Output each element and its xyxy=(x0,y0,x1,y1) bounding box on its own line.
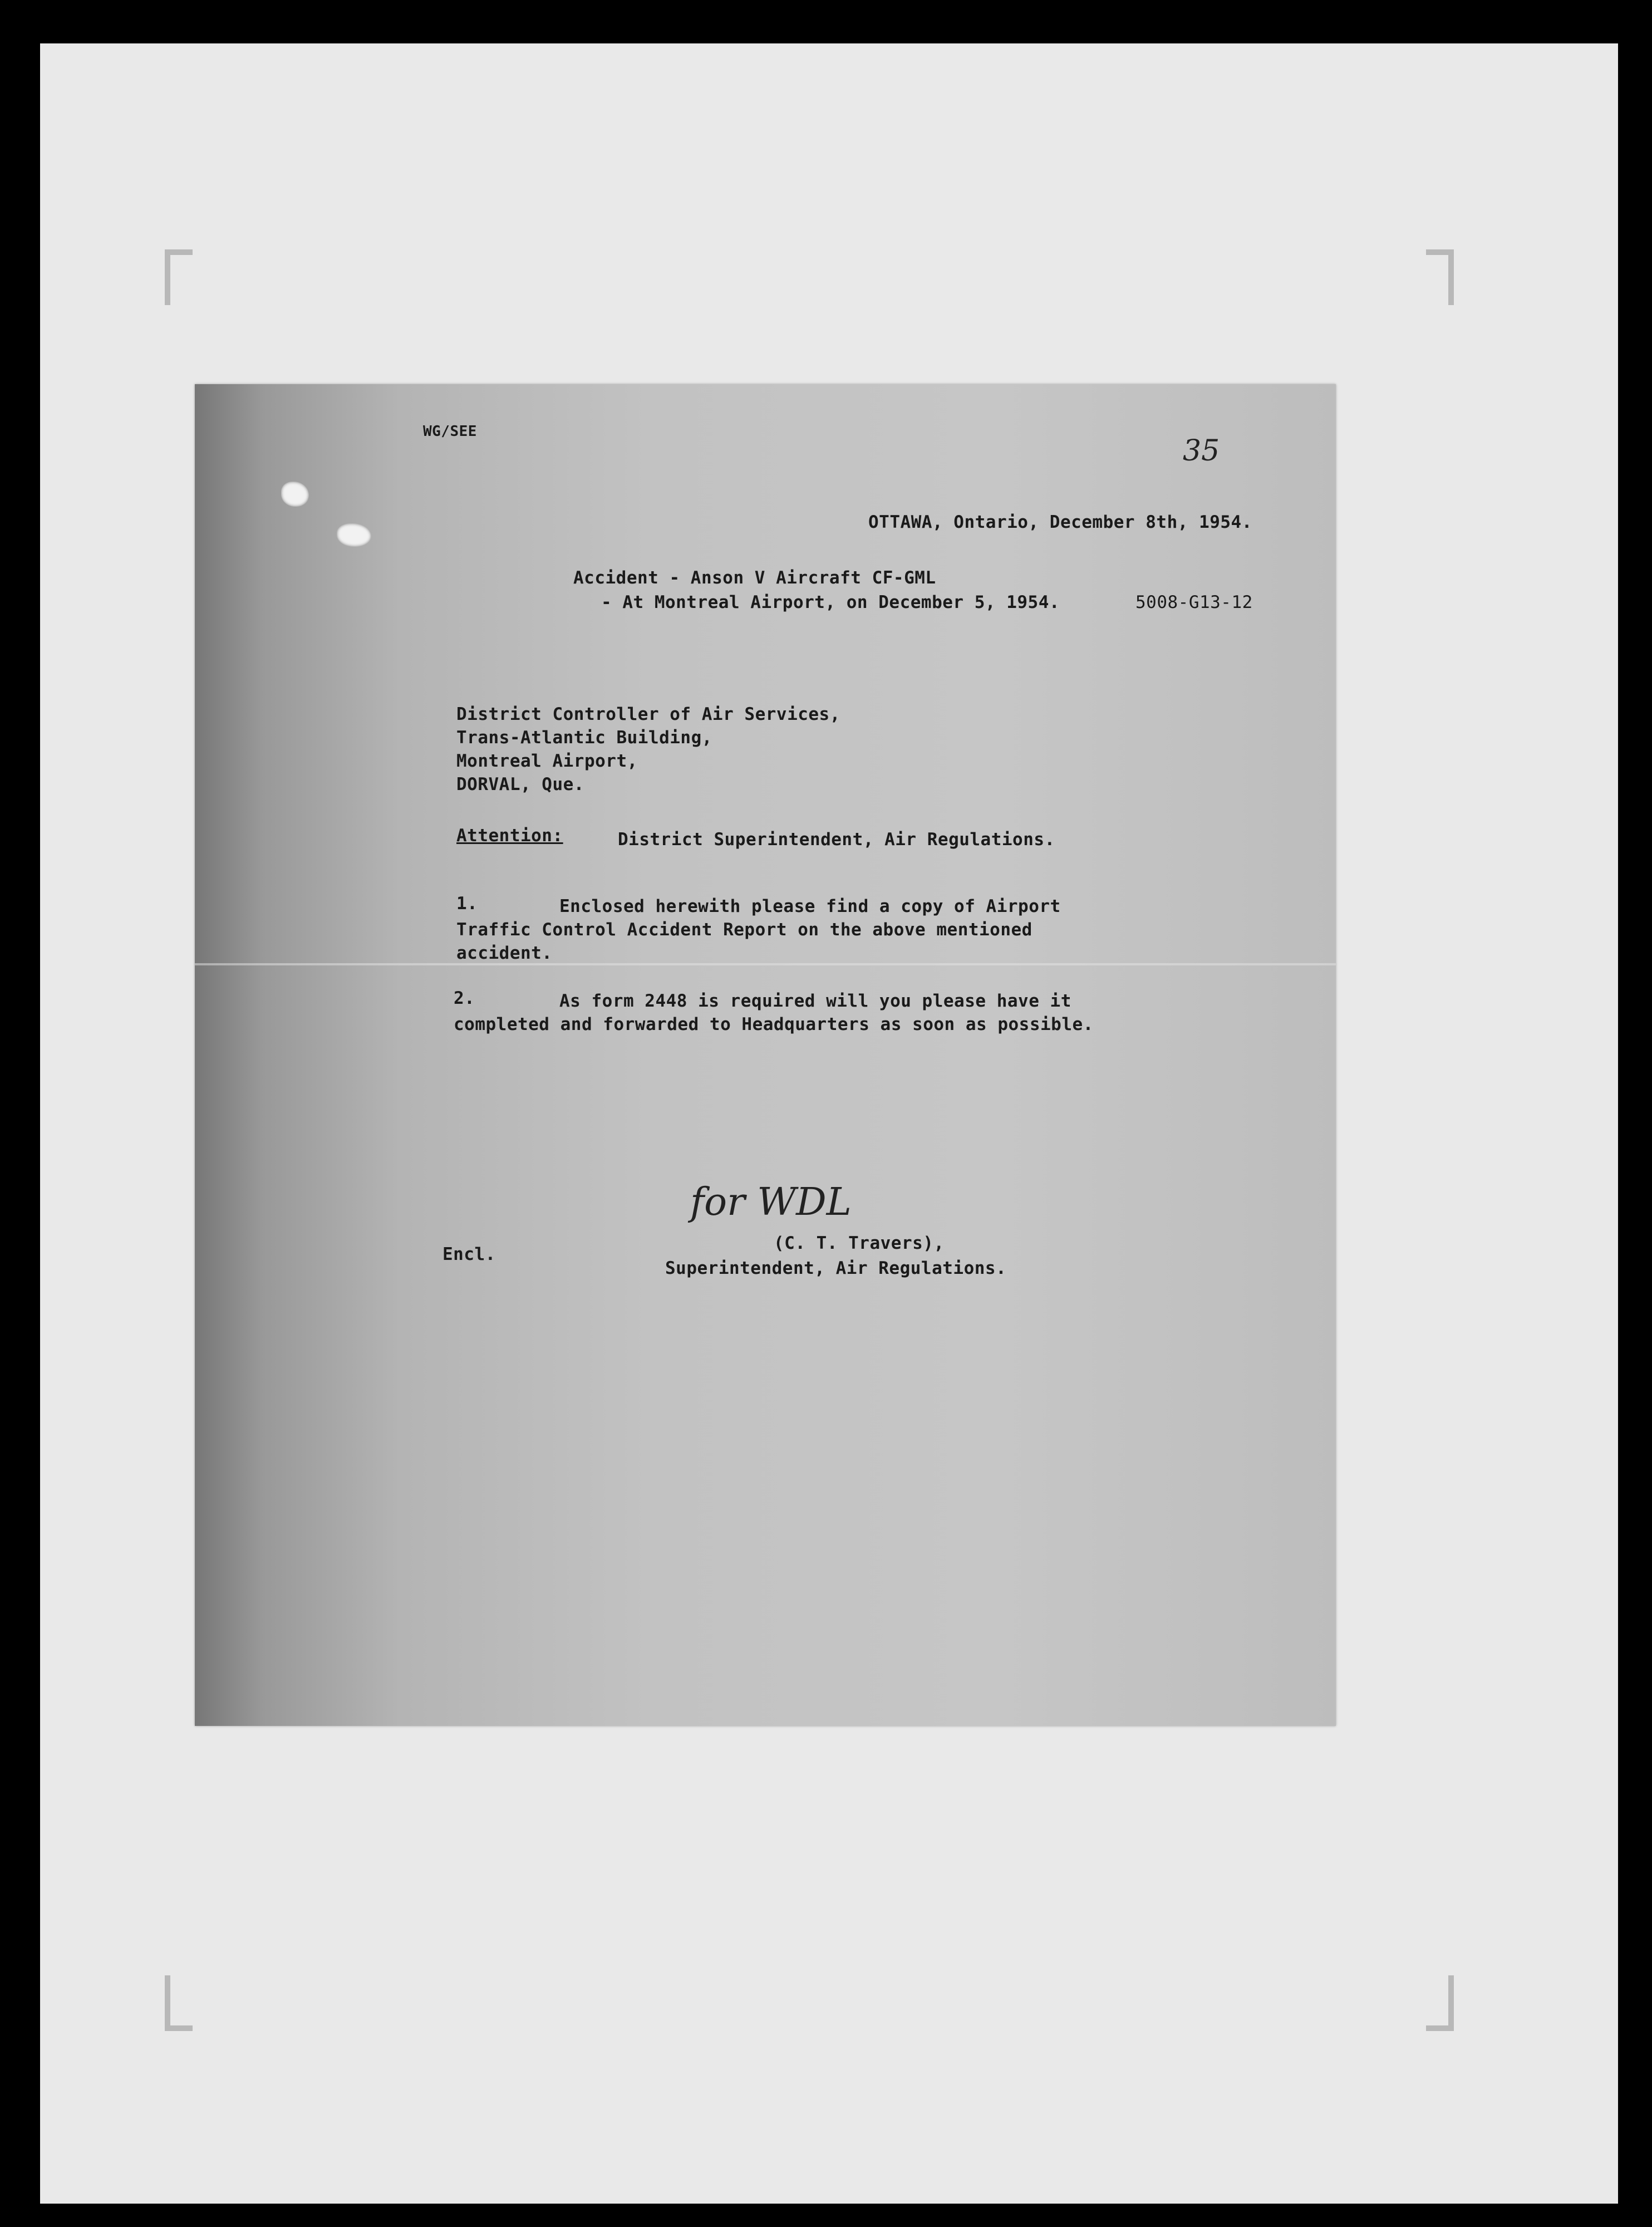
crop-mark-top-left xyxy=(165,249,193,305)
address-line-2: Trans-Atlantic Building, xyxy=(456,728,712,748)
punch-hole-bottom xyxy=(337,523,371,547)
letter-page xyxy=(195,384,1336,1726)
attention-label: Attention: xyxy=(456,826,563,846)
paragraph-1-line-1: Enclosed herewith please find a copy of Airport xyxy=(559,896,1061,916)
crop-mark-bottom-right xyxy=(1426,1975,1454,2031)
page-fold-line xyxy=(195,963,1336,965)
paragraph-1-number: 1. xyxy=(456,894,478,914)
paragraph-2-line-1: As form 2448 is required will you please have it xyxy=(559,991,1071,1011)
place-date: OTTAWA, Ontario, December 8th, 1954. xyxy=(868,512,1252,532)
attention-text: District Superintendent, Air Regulations. xyxy=(618,830,1055,850)
handwritten-signature: for WDL xyxy=(690,1180,852,1224)
page-number: 35 xyxy=(1183,434,1220,468)
reference-initials: WG/SEE xyxy=(423,423,477,440)
paragraph-2-line-2: completed and forwarded to Headquarters as soon as possible. xyxy=(454,1014,1094,1034)
paragraph-2-number: 2. xyxy=(454,988,475,1008)
crop-mark-bottom-left xyxy=(165,1975,193,2031)
address-line-4: DORVAL, Que. xyxy=(456,774,584,794)
address-line-1: District Controller of Air Services, xyxy=(456,704,840,724)
file-number: 5008-G13-12 xyxy=(1135,592,1253,612)
paragraph-1-line-3: accident. xyxy=(456,943,553,963)
address-line-3: Montreal Airport, xyxy=(456,751,638,771)
punch-hole-top xyxy=(281,482,309,507)
crop-mark-top-right xyxy=(1426,249,1454,305)
enclosure-note: Encl. xyxy=(442,1244,496,1264)
signature-title: Superintendent, Air Regulations. xyxy=(665,1258,1007,1278)
signature-name: (C. T. Travers), xyxy=(774,1233,945,1253)
subject-line-1: Accident - Anson V Aircraft CF-GML xyxy=(573,568,936,588)
subject-line-2: - At Montreal Airport, on December 5, 1954. xyxy=(601,592,1060,612)
paragraph-1-line-2: Traffic Control Accident Report on the above mentioned xyxy=(456,920,1032,940)
